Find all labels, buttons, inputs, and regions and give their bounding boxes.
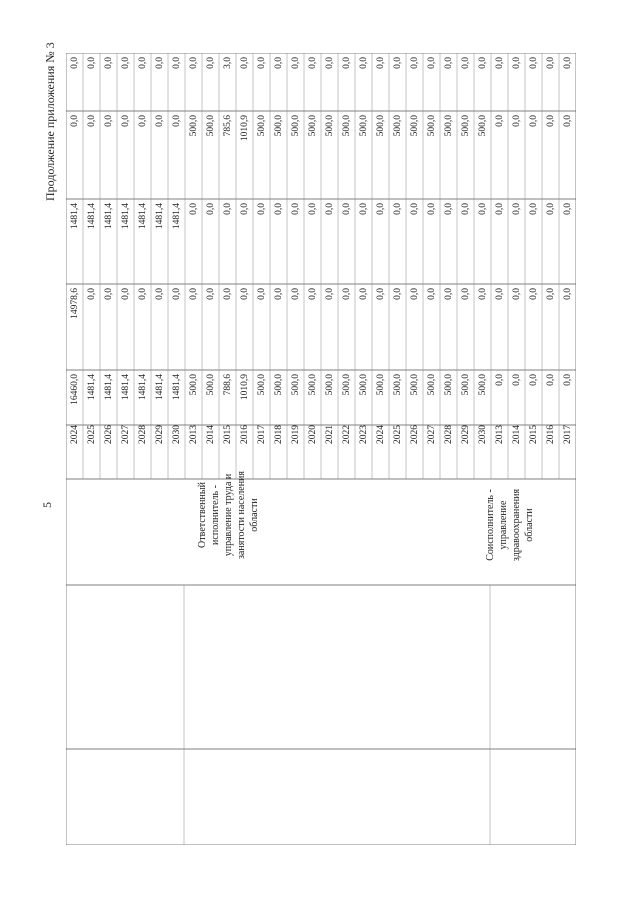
table-cell-year: 2025 [392, 425, 403, 444]
table-cell-local: 0,0 [137, 115, 148, 127]
table-cell-year: 2030 [477, 425, 488, 444]
table-cell-other: 0,0 [358, 57, 369, 69]
table-cell-federal: 0,0 [528, 288, 539, 300]
table-cell-total: 0,0 [494, 374, 505, 386]
table-cell-federal: 0,0 [392, 288, 403, 300]
table-cell-other: 0,0 [205, 57, 216, 69]
table-cell-total: 0,0 [511, 374, 522, 386]
table-cell-other: 0,0 [545, 57, 556, 69]
table-cell-total: 500,0 [273, 374, 284, 396]
table-cell-federal: 0,0 [154, 288, 165, 300]
table-cell-total: 500,0 [460, 374, 471, 396]
table-cell-federal: 0,0 [477, 288, 488, 300]
table-cell-year: 2024 [375, 425, 386, 444]
table-cell-regional: 0,0 [562, 203, 573, 215]
table-cell-regional: 0,0 [239, 203, 250, 215]
table-cell-other: 0,0 [494, 57, 505, 69]
table-cell-regional: 0,0 [545, 203, 556, 215]
table-cell-year: 2027 [426, 425, 437, 444]
appendix-title: Продолжение приложения № 3 [43, 42, 57, 201]
table-cell-regional: 1481,4 [86, 203, 97, 230]
table-cell-regional: 0,0 [341, 203, 352, 215]
table-cell-total: 500,0 [188, 374, 199, 396]
table-cell-total: 500,0 [256, 374, 267, 396]
table-cell-local: 500,0 [409, 115, 420, 137]
table-cell-federal: 0,0 [222, 288, 233, 300]
table-cell-year: 2028 [137, 425, 148, 444]
table-cell-other: 0,0 [290, 57, 301, 69]
table-cell-regional: 0,0 [494, 203, 505, 215]
table-cell-other: 0,0 [188, 57, 199, 69]
table-cell-year: 2013 [494, 425, 505, 444]
table-cell-total: 1010,9 [239, 374, 250, 401]
table-cell-federal: 0,0 [86, 288, 97, 300]
table-cell-year: 2019 [290, 425, 301, 444]
table-cell-local: 500,0 [375, 115, 386, 137]
coexecutor-label: Соисполнитель - управление здравоохранения области [485, 488, 535, 562]
table-cell-federal: 0,0 [375, 288, 386, 300]
table-cell-regional: 1481,4 [171, 203, 182, 230]
table-cell-total: 1481,4 [171, 374, 182, 401]
table-cell-year: 2029 [154, 425, 165, 444]
table-cell-year: 2022 [341, 425, 352, 444]
table-cell-regional: 0,0 [256, 203, 267, 215]
table-cell-federal: 0,0 [460, 288, 471, 300]
table-cell-regional: 0,0 [392, 203, 403, 215]
table-cell-federal: 0,0 [120, 288, 131, 300]
table-cell-year: 2015 [528, 425, 539, 444]
table-cell-local: 500,0 [341, 115, 352, 137]
table-cell-year: 2024 [69, 425, 80, 444]
table-cell-other: 0,0 [324, 57, 335, 69]
table-cell-regional: 0,0 [511, 203, 522, 215]
table-cell-local: 0,0 [69, 115, 80, 127]
table-cell-regional: 0,0 [443, 203, 454, 215]
table-cell-regional: 0,0 [358, 203, 369, 215]
table-cell-federal: 0,0 [290, 288, 301, 300]
table-cell-total: 1481,4 [120, 374, 131, 401]
table-cell-federal: 0,0 [103, 288, 114, 300]
table-cell-regional: 0,0 [375, 203, 386, 215]
table-cell-total: 500,0 [426, 374, 437, 396]
table-cell-year: 2014 [205, 425, 216, 444]
table-cell-total: 500,0 [443, 374, 454, 396]
table-cell-local: 500,0 [205, 115, 216, 137]
table-cell-local: 500,0 [324, 115, 335, 137]
table-cell-federal: 0,0 [256, 288, 267, 300]
table-cell-other: 0,0 [528, 57, 539, 69]
table-cell-federal: 0,0 [137, 288, 148, 300]
table-cell-regional: 0,0 [205, 203, 216, 215]
table-cell-local: 0,0 [528, 115, 539, 127]
table-cell-regional: 0,0 [426, 203, 437, 215]
table-cell-year: 2017 [256, 425, 267, 444]
table-cell-total: 500,0 [392, 374, 403, 396]
table-cell-other: 0,0 [69, 57, 80, 69]
table-cell-federal: 0,0 [273, 288, 284, 300]
table-cell-federal: 0,0 [341, 288, 352, 300]
table-cell-other: 0,0 [409, 57, 420, 69]
table-cell-year: 2015 [222, 425, 233, 444]
table-cell-other: 0,0 [154, 57, 165, 69]
table-cell-total: 788,6 [222, 374, 233, 396]
table-cell-other: 0,0 [392, 57, 403, 69]
table-cell-total: 500,0 [205, 374, 216, 396]
table-cell-regional: 1481,4 [154, 203, 165, 230]
table-cell-other: 0,0 [171, 57, 182, 69]
table-cell-local: 0,0 [562, 115, 573, 127]
table-cell-year: 2016 [545, 425, 556, 444]
table-cell-regional: 0,0 [477, 203, 488, 215]
table-cell-total: 500,0 [409, 374, 420, 396]
table-cell-year: 2021 [324, 425, 335, 444]
page-number: 5 [40, 502, 54, 508]
table-cell-total: 1481,4 [154, 374, 165, 401]
table-cell-total: 500,0 [375, 374, 386, 396]
table-cell-other: 0,0 [426, 57, 437, 69]
table-cell-other: 0,0 [477, 57, 488, 69]
table-cell-other: 0,0 [137, 57, 148, 69]
table-cell-year: 2030 [171, 425, 182, 444]
table-cell-local: 0,0 [545, 115, 556, 127]
table-cell-regional: 0,0 [188, 203, 199, 215]
table-cell-other: 0,0 [120, 57, 131, 69]
table-cell-local: 500,0 [188, 115, 199, 137]
table-cell-federal: 0,0 [171, 288, 182, 300]
table-cell-local: 500,0 [443, 115, 454, 137]
table-cell-federal: 14978,6 [69, 288, 80, 319]
table-cell-local: 500,0 [426, 115, 437, 137]
table-cell-local: 500,0 [256, 115, 267, 137]
table-cell-local: 0,0 [511, 115, 522, 127]
table-cell-other: 0,0 [307, 57, 318, 69]
table-cell-local: 0,0 [86, 115, 97, 127]
table-cell-other: 0,0 [460, 57, 471, 69]
table-cell-total: 500,0 [341, 374, 352, 396]
table-cell-total: 0,0 [562, 374, 573, 386]
table-cell-federal: 0,0 [562, 288, 573, 300]
table-cell-local: 500,0 [273, 115, 284, 137]
responsible-executor-label: Ответственный исполнитель - управление труда и занятости населения области [197, 471, 260, 560]
table-cell-regional: 0,0 [460, 203, 471, 215]
table-cell-federal: 0,0 [511, 288, 522, 300]
table-cell-regional: 1481,4 [137, 203, 148, 230]
table-cell-local: 0,0 [494, 115, 505, 127]
table-cell-other: 0,0 [273, 57, 284, 69]
table-cell-regional: 0,0 [324, 203, 335, 215]
table-cell-year: 2029 [460, 425, 471, 444]
table-cell-total: 500,0 [290, 374, 301, 396]
table-cell-local: 500,0 [460, 115, 471, 137]
table-cell-federal: 0,0 [358, 288, 369, 300]
table-cell-other: 3,0 [222, 57, 233, 69]
table-cell-local: 0,0 [154, 115, 165, 127]
table-cell-total: 1481,4 [103, 374, 114, 401]
table-cell-federal: 0,0 [307, 288, 318, 300]
table-cell-regional: 1481,4 [69, 203, 80, 230]
table-cell-other: 0,0 [511, 57, 522, 69]
table-cell-local: 500,0 [358, 115, 369, 137]
table-cell-federal: 0,0 [324, 288, 335, 300]
table-cell-regional: 0,0 [528, 203, 539, 215]
table-cell-other: 0,0 [239, 57, 250, 69]
table-cell-year: 2013 [188, 425, 199, 444]
table-cell-total: 500,0 [477, 374, 488, 396]
table-cell-local: 0,0 [120, 115, 131, 127]
table-cell-other: 0,0 [86, 57, 97, 69]
table-cell-local: 785,6 [222, 115, 233, 137]
table-cell-total: 500,0 [358, 374, 369, 396]
table-cell-year: 2014 [511, 425, 522, 444]
table-cell-federal: 0,0 [545, 288, 556, 300]
table-cell-regional: 0,0 [273, 203, 284, 215]
table-cell-year: 2025 [86, 425, 97, 444]
table-cell-regional: 0,0 [290, 203, 301, 215]
table-cell-local: 0,0 [171, 115, 182, 127]
table-cell-regional: 1481,4 [120, 203, 131, 230]
table-cell-other: 0,0 [256, 57, 267, 69]
table-cell-local: 500,0 [307, 115, 318, 137]
table-cell-local: 500,0 [477, 115, 488, 137]
table-cell-regional: 0,0 [222, 203, 233, 215]
table-cell-total: 16460,0 [69, 374, 80, 405]
table-cell-total: 0,0 [545, 374, 556, 386]
table-cell-year: 2028 [443, 425, 454, 444]
table-cell-total: 500,0 [307, 374, 318, 396]
table-cell-local: 0,0 [103, 115, 114, 127]
table-cell-total: 500,0 [324, 374, 335, 396]
table-cell-federal: 0,0 [443, 288, 454, 300]
table-cell-other: 0,0 [375, 57, 386, 69]
table-cell-local: 1010,9 [239, 115, 250, 142]
table-cell-local: 500,0 [290, 115, 301, 137]
table-cell-year: 2016 [239, 425, 250, 444]
table-cell-year: 2017 [562, 425, 573, 444]
table-cell-other: 0,0 [341, 57, 352, 69]
table-cell-year: 2026 [103, 425, 114, 444]
table-cell-regional: 0,0 [409, 203, 420, 215]
table-cell-other: 0,0 [103, 57, 114, 69]
table-cell-year: 2027 [120, 425, 131, 444]
table-cell-total: 0,0 [528, 374, 539, 386]
table-cell-federal: 0,0 [494, 288, 505, 300]
table-cell-year: 2026 [409, 425, 420, 444]
table-cell-other: 0,0 [562, 57, 573, 69]
table-cell-total: 1481,4 [86, 374, 97, 401]
table-cell-regional: 1481,4 [103, 203, 114, 230]
table-cell-other: 0,0 [443, 57, 454, 69]
table-cell-federal: 0,0 [188, 288, 199, 300]
table-cell-year: 2023 [358, 425, 369, 444]
table-cell-federal: 0,0 [205, 288, 216, 300]
table-cell-total: 1481,4 [137, 374, 148, 401]
table-cell-local: 500,0 [392, 115, 403, 137]
table-cell-regional: 0,0 [307, 203, 318, 215]
table-cell-federal: 0,0 [426, 288, 437, 300]
table-cell-federal: 0,0 [239, 288, 250, 300]
table-cell-year: 2020 [307, 425, 318, 444]
table-cell-year: 2018 [273, 425, 284, 444]
table-cell-federal: 0,0 [409, 288, 420, 300]
